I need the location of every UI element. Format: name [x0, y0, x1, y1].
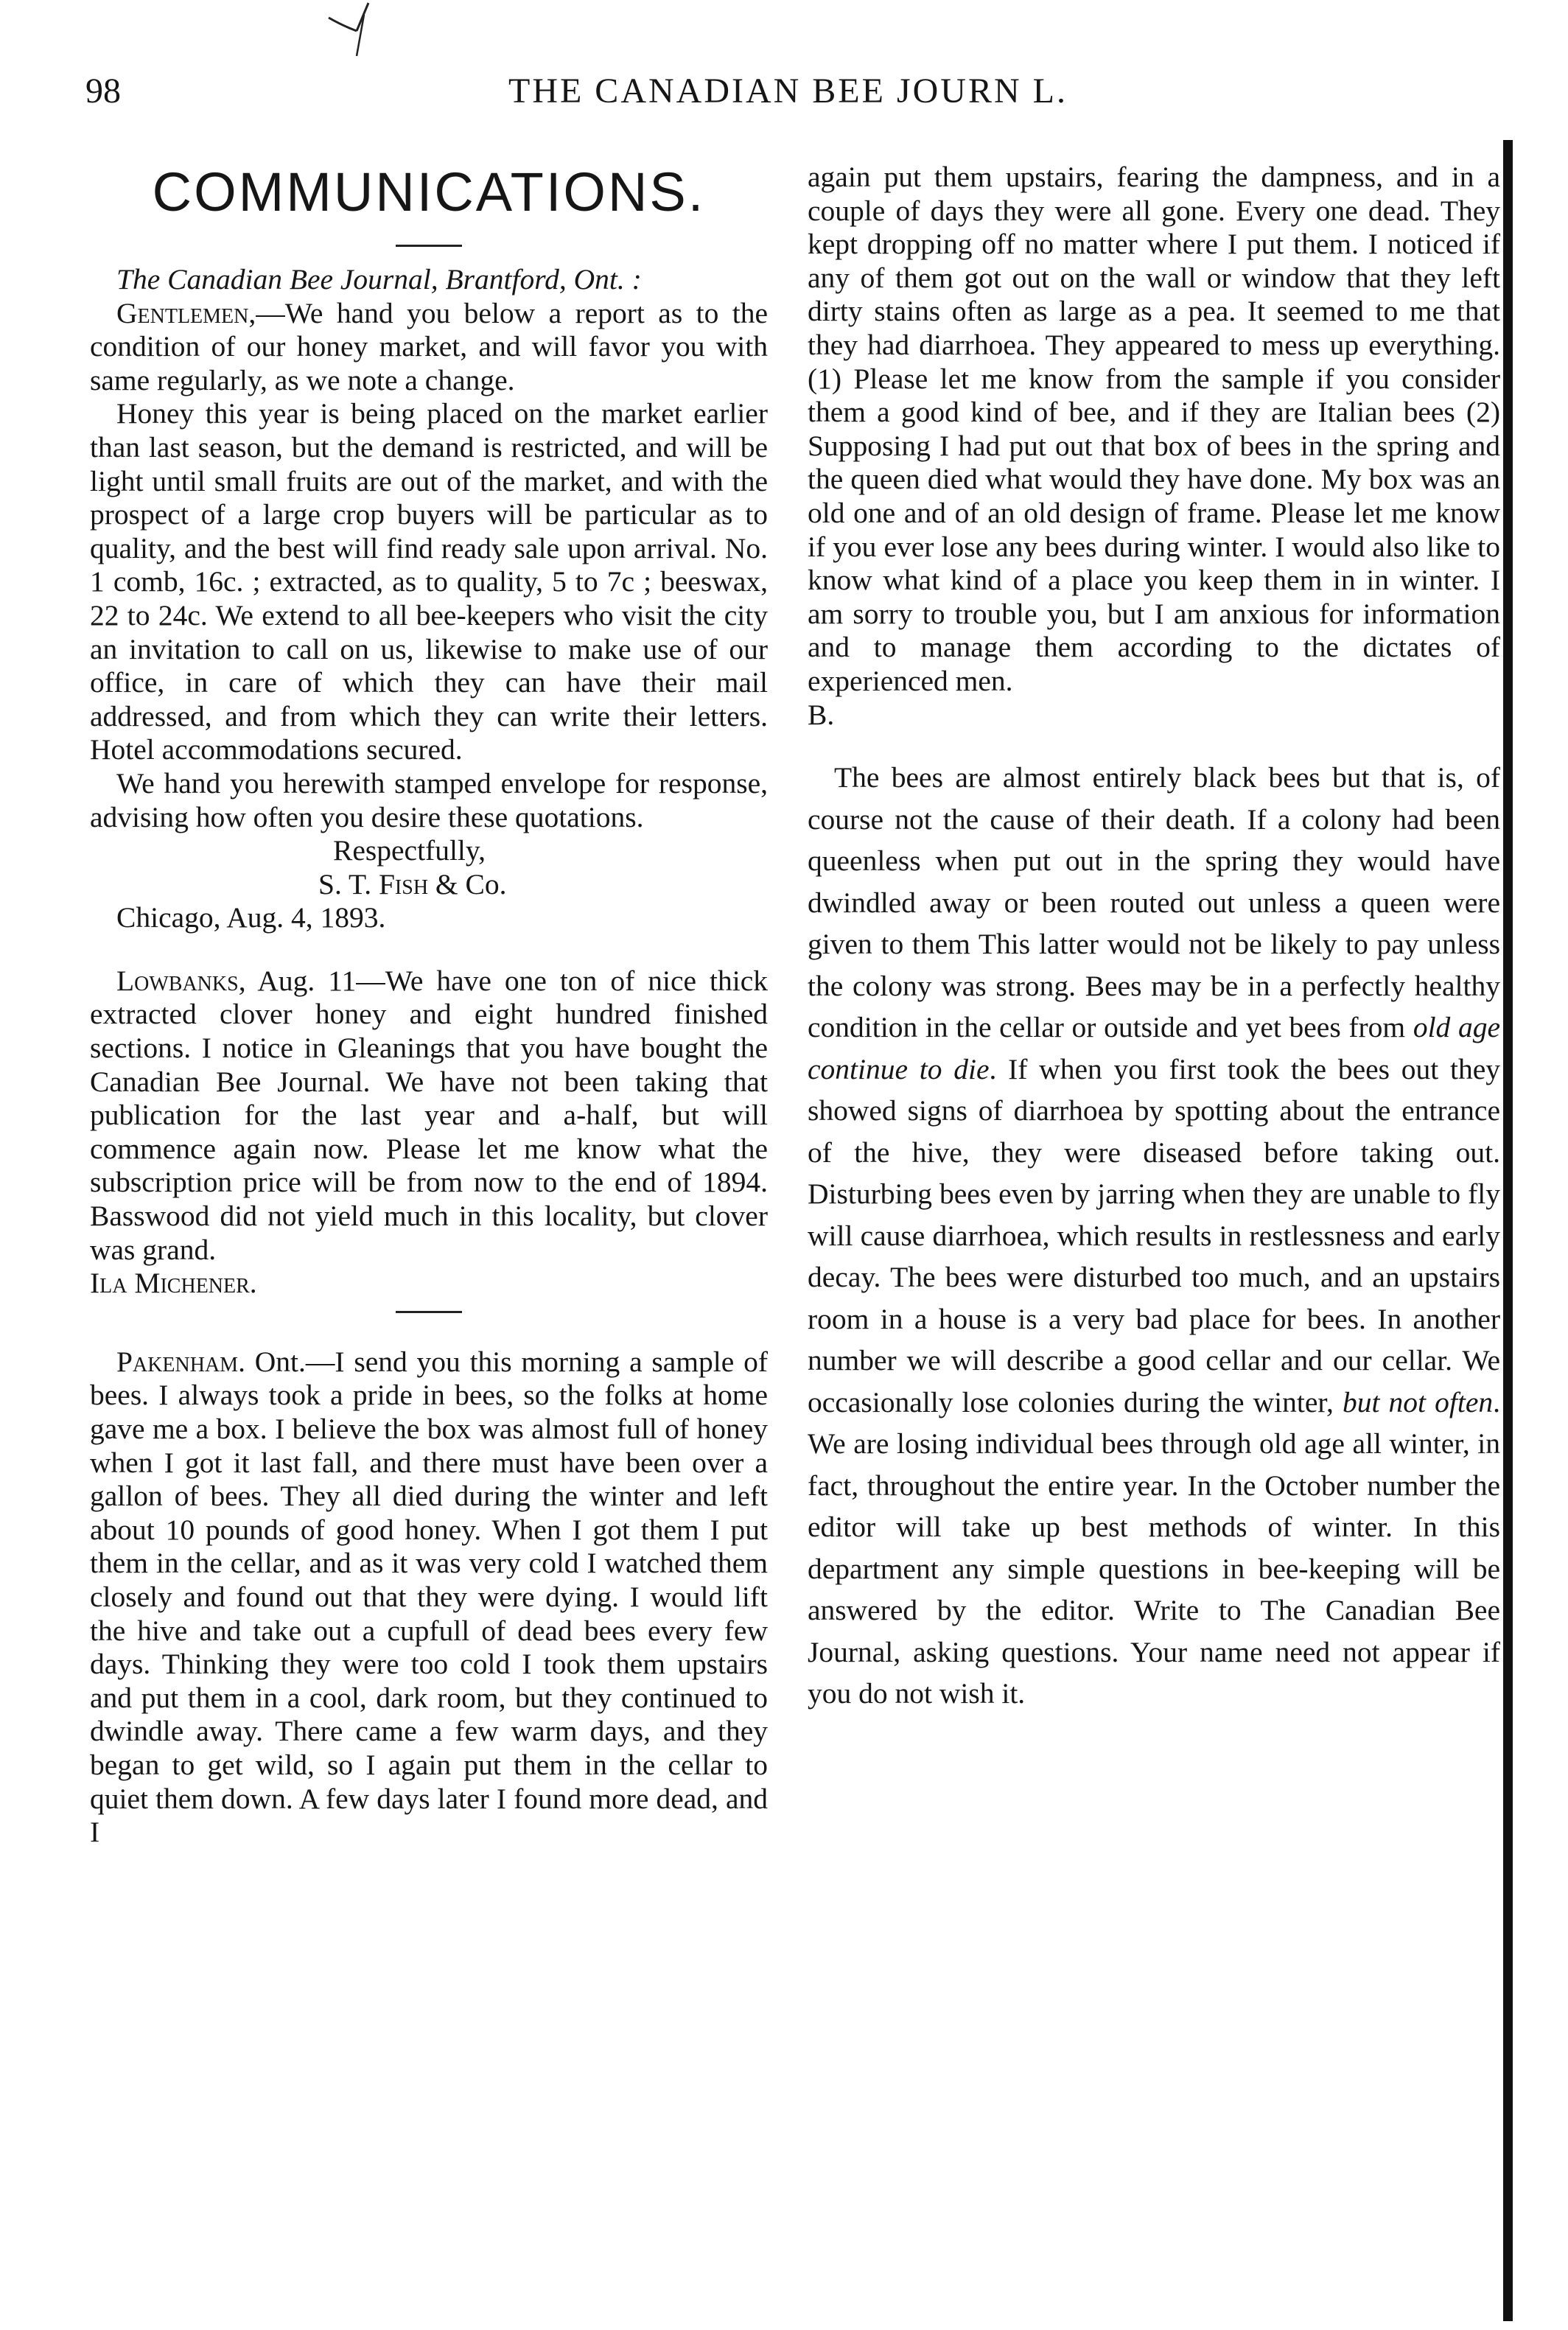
running-title: THE CANADIAN BEE JOURN L.: [508, 71, 1068, 111]
page-header: [85, 71, 1485, 122]
letter3-signature: B.: [808, 698, 835, 731]
letter1-signature-name: Fish: [378, 867, 429, 900]
letter2-place: Lowbanks: [116, 964, 239, 997]
letter1-paragraph-3: We hand you herewith stamped envelope for response, advising how often you desire these quotations.: [90, 766, 768, 833]
spacer: [90, 1329, 768, 1346]
letter1-paragraph-2: Honey this year is being placed on the market earlier than last season, but the demand is restricted, and will be light until small fruits are out of the market, and with the prospect of a large crop buyers will be particular as to quality, and the best will find ready sale upon arrival. No. 1 comb, 16c. ; extracted, as to quality, 5 to 7c ; beeswax, 22 to 24c. We extend to all bee-keepers who visit the city an invitation to call on us, likewise to make use of our office, in care of which they can have their mail addressed, and from which they can write their letters. Hotel accommodations secured.: [90, 397, 768, 766]
editor-reply: [808, 757, 1500, 1715]
letter1-address: The Canadian Bee Journal, Brantford, Ont. :: [116, 263, 642, 295]
letter1-p1-text: —We hand you below a report as to the condition of our honey market, and will favor you with same regularly, as we note a change.: [90, 296, 768, 396]
letter3-place: Pakenham: [116, 1345, 239, 1378]
letter1-paragraph-1: [90, 297, 768, 398]
reply-text-3: . We are losing individual bees through old age all winter, in fact, throughout the entire year. In the October number the editor will take up best methods of winter. In this department any simple questions in bee-keeping will be answered by the editor. Write to The Canadian Bee Journal, asking questions. Your name need not appear if you do not wish it.: [808, 1385, 1500, 1710]
reply-italic-2: but not often: [1342, 1385, 1494, 1418]
page-number: 98: [85, 71, 121, 111]
reply-text-1: The bees are almost entirely black bees but that is, of course not the cause of their death. If a colony had been queenless when put out in the spring they would have dwindled away or been routed out unless a queen were given to them This latter would not be likely to pay unless the colony was strong. Bees may be in a perfectly healthy condition in the cellar or outside and yet bees from: [808, 761, 1500, 1044]
letter3-continuation: again put them upstairs, fearing the dampness, and in a couple of days they were all gone. Every one dead. They kept dropping off no matter where I put them. I noticed if any of them got out on the wall or window that they left dirty stains often as large as a pea. It seemed to me that they had diarrhoea. They appeared to mess up everything. (1) Please let me know from the sample if you consider them a good kind of bee, and if they are Italian bees (2) Supposing I had put out that box of bees in the spring and the queen died what would they have done. My box was an old one and of an old design of frame. Please let me know if you ever lose any bees during winter. I would also like to know what kind of a place you keep them in in winter. I am sorry to trouble you, but I am anxious for information and to manage them according to the dictates of experienced men.: [808, 161, 1500, 697]
editor-reply-paragraph: [808, 757, 1500, 1715]
letter3-text: . Ont.—I send you this morning a sample of bees. I always took a pride in bees, so the folks at home gave me a box. I believe the box was almost full of honey when I got it last fall, and there must have been over a gallon of bees. They all died during the winter and left about 10 pounds of good honey. When I got them I put them in the cellar, and as it was very cold I watched them closely and found out that they were dying. I would lift the hive and take out a cupfull of dead bees every few days. Thinking they were too cold I took them upstairs and put them in a cool, dark room, but they continued to dwindle away. There came a few warm days, and they began to get wild, so I again put them in the cellar to quiet them down. A few days later I found more dead, and I: [90, 1345, 768, 1849]
separator-rule: [396, 1311, 462, 1313]
reply-italic-1: old age continue to die: [808, 1011, 1500, 1085]
letter2-signature: Ila Michener.: [90, 1267, 257, 1300]
letter1-signature-company: & Co.: [428, 867, 507, 900]
heading-rule: [396, 245, 462, 247]
spacer: [90, 935, 768, 965]
right-column: [808, 161, 1500, 1715]
left-column: [90, 161, 768, 1850]
reply-text-2: . If when you first took the bees out they showed signs of diarrhoea by spotting about the entrance of the hive, they were diseased before taking out. Disturbing bees even by jarring when they are unable to fly will cause diarrhoea, which results in restlessness and early decay. The bees were disturbed too much, and an upstairs room in a house is a very bad place for bees. In another number we will describe a good cellar and our cellar. We occasionally lose colonies during the winter,: [808, 1052, 1501, 1418]
letter1-signature: [90, 868, 768, 902]
letter3-paragraph: [90, 1346, 768, 1850]
section-heading: COMMUNICATIONS.: [152, 161, 706, 223]
pencil-check-mark: [324, 1, 398, 57]
letter1-dateline: Chicago, Aug. 4, 1893.: [116, 901, 386, 934]
letter1-signature-initials: S. T.: [318, 867, 379, 900]
letter2-text: , Aug. 11—We have one ton of nice thick extracted clover honey and eight hundred finished sections. I notice in Gleanings that you have bought the Canadian Bee Journal. We have not been taking that publication for the last year and a-half, but will commence again now. Please let me know what the subscription price will be from now to the end of 1894. Basswood did not yield much in this locality, but clover was grand.: [90, 964, 768, 1266]
letter1-closing: Respectfully,: [333, 834, 486, 867]
letter2-paragraph: [90, 965, 768, 1267]
letter1-salutation: Gentlemen,: [116, 296, 256, 329]
column-edge-rule: [1503, 140, 1513, 2321]
